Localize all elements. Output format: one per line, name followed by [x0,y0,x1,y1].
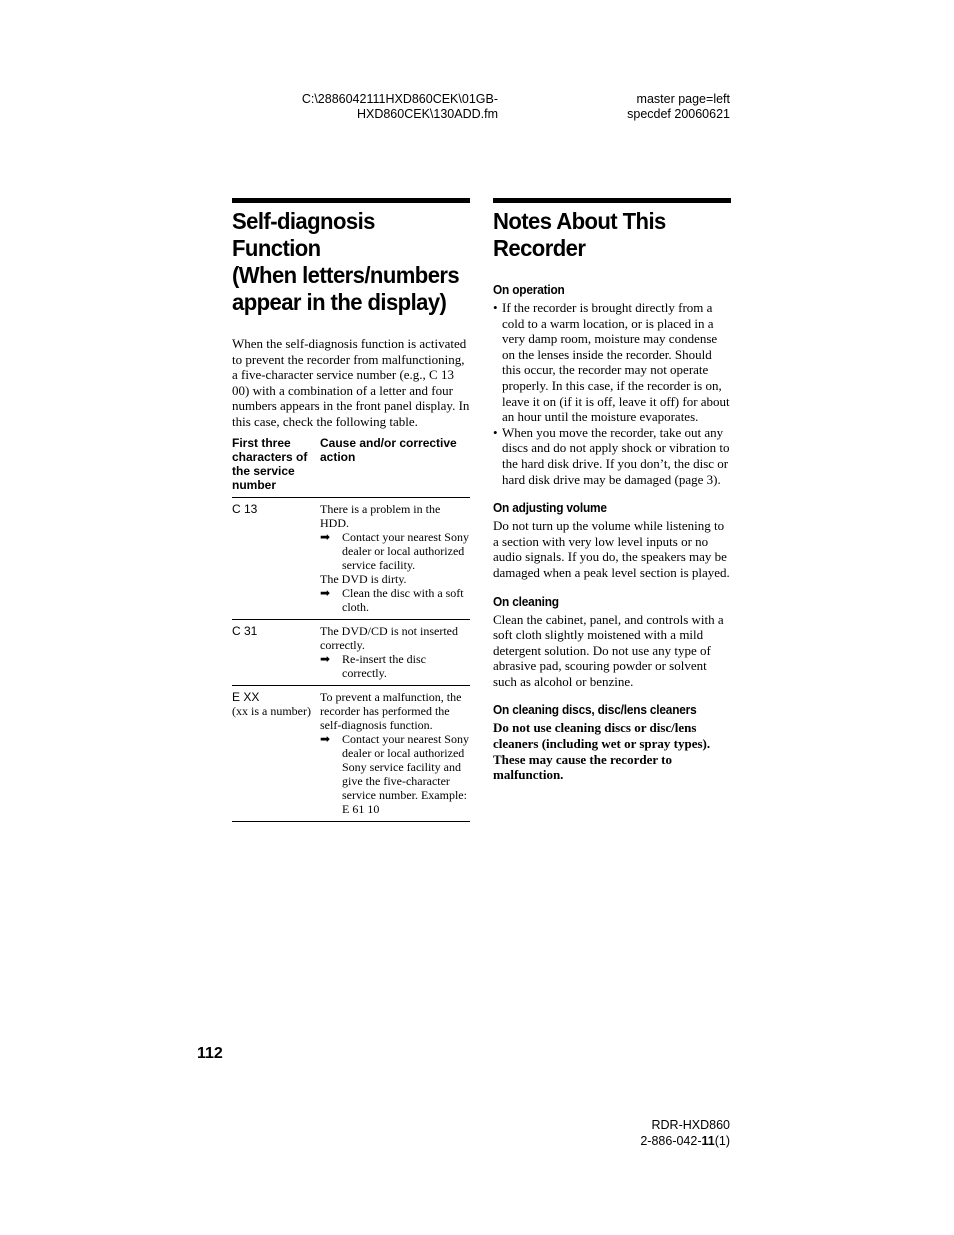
cause-text: The DVD/CD is not inserted correctly. [320,623,458,652]
bullet-icon: • [493,424,498,440]
arrow-right-icon: ➡ [320,529,331,544]
notes-title: Notes About This Recorder [493,208,666,261]
list-item [493,300,731,425]
volume-text: Do not turn up the volume while listening to a section with very low level inputs or no audio signals. If you do, the speakers may be damaged when a peak level section is played. [493,518,730,580]
code-cell [232,619,320,685]
code-cell [232,497,320,619]
list-item-text: When you move the recorder, take out any discs and do not apply shock or vibration to the hard disk drive. If you don’t, the disc or hard disk drive may be damaged (page 3). [502,424,730,487]
cause-text: There is a problem in the HDD. [320,501,441,530]
arrow-right-icon: ➡ [320,585,331,600]
discs-text: Do not use cleaning discs or disc/lens cleaners (including wet or spray types). These may cause the recorder to malfunction. [493,720,711,783]
action-line [320,732,470,816]
cause-cell [320,497,470,619]
action-line [320,586,470,614]
part-code-suffix: (1) [714,1134,730,1148]
list-item-text: If the recorder is brought directly from a cold to a warm location, or is placed in a very damp room, moisture may condense on the lenses inside the recorder. Should this occur, the recorder may not operate properly. In this case, if the recorder is on, leave it on (if it is off, leave it off) for about an hour until the moisture evaporates. [502,300,730,425]
col-header-code: First three characters of the service number [232,435,308,492]
list-item [493,425,731,487]
service-code: C 13 [232,501,258,516]
file-path-header [302,92,498,122]
action-line [320,652,470,680]
part-code-bold: 11 [701,1134,715,1148]
action-text: Clean the disc with a soft cloth. [342,585,464,614]
table-row [232,619,470,685]
master-page-line1: master page=left [636,92,730,106]
service-code-note: (xx is a number) [232,703,311,718]
cleaning-heading: On cleaning [493,594,559,609]
master-page-line2: specdef 20060621 [627,107,730,121]
cause-cell [320,619,470,685]
model-number: RDR-HXD860 [651,1118,730,1132]
file-path-line1: C:\2886042111HXD860CEK\01GB- [301,92,498,106]
page-number: 112 [197,1045,223,1062]
self-diagnosis-section [232,198,470,822]
self-diagnosis-title: Self-diagnosis Function (When letters/numbers appear in the display) [232,208,460,315]
cause-text: To prevent a malfunction, the recorder has performed the self-diagnosis function. [320,689,462,732]
cleaning-text: Clean the cabinet, panel, and controls with a soft cloth slightly moistened with a mild detergent solution. Do not use any type of abrasive pad, scouring powder or solvent such as alcohol or benzine. [493,611,724,689]
arrow-right-icon: ➡ [320,731,331,746]
notes-section [493,198,731,783]
service-code: C 31 [232,623,258,638]
action-text: Contact your nearest Sony dealer or local authorized Sony service facility and give the five-character service number. Example: E 61 10 [342,731,469,816]
file-path-line2: HXD860CEK\130ADD.fm [356,107,498,121]
action-text: Re-insert the disc correctly. [342,651,426,680]
section-rule [493,198,731,203]
cause-text: The DVD is dirty. [320,571,407,586]
bullet-icon: • [493,300,498,315]
cause-cell [320,685,470,821]
action-text: Contact your nearest Sony dealer or local authorized service facility. [342,529,469,572]
master-page-header [627,92,730,122]
col-header-cause: Cause and/or corrective action [320,435,457,464]
table-row [232,497,470,619]
code-cell [232,685,320,821]
table-header-row [232,436,470,498]
part-code [640,1133,730,1149]
table-row [232,685,470,821]
part-code-prefix: 2-886-042- [640,1134,702,1148]
diagnosis-table [232,436,470,822]
footer [640,1117,730,1149]
volume-heading: On adjusting volume [493,501,607,516]
service-code: E XX [232,689,260,704]
operation-heading: On operation [493,283,565,297]
section-rule [232,198,470,203]
discs-heading: On cleaning discs, disc/lens cleaners [493,703,697,718]
action-line [320,530,470,572]
self-diagnosis-intro: When the self-diagnosis function is activated to prevent the recorder from malfunctioning, a five-character service number (e.g., C 13 00) with a combination of a letter and four numbers appears in the front panel display. In this case, check the following table. [232,336,470,429]
arrow-right-icon: ➡ [320,651,331,666]
